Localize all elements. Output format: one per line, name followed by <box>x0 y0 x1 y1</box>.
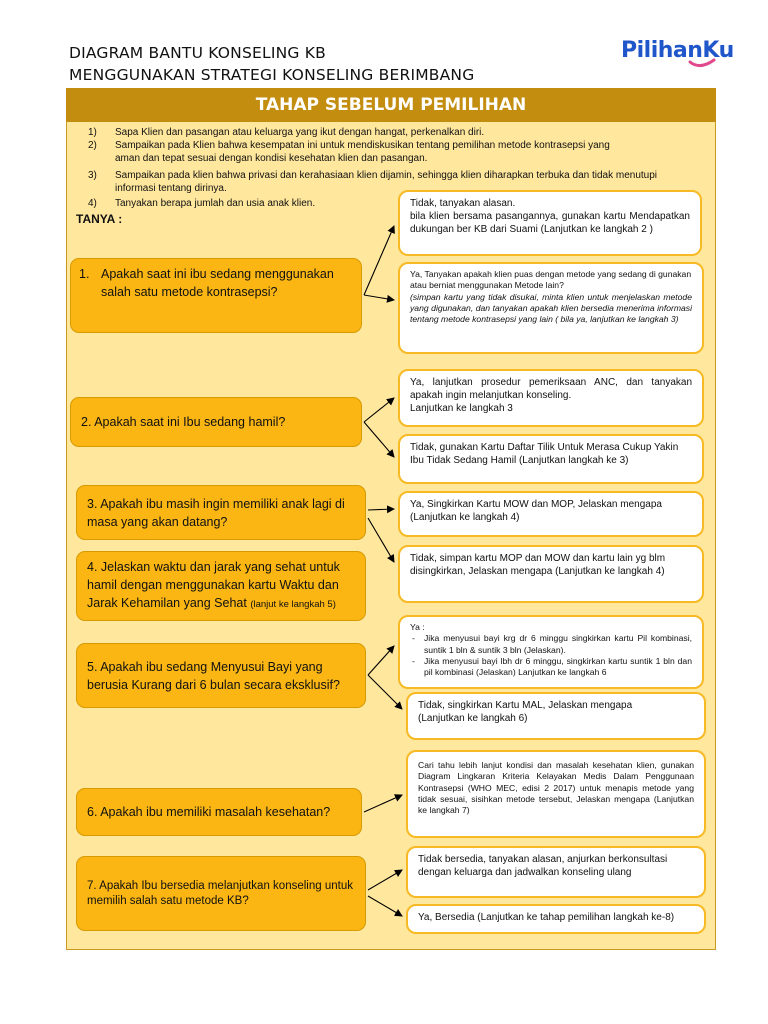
question-2-text: 2. Apakah saat ini Ibu sedang hamil? <box>81 415 286 429</box>
answer-5-yes-item: - Jika menyusui bayi krg dr 6 minggu singkirkan kartu Pil kombinasi, suntik 1 bln & suntik 3 bln (Jelaskan). <box>424 633 692 656</box>
answer-7-no-text: Tidak bersedia, tanyakan alasan, anjurkan berkonsultasi dengan keluarga dan jadwalkan konseling ulang <box>418 854 668 878</box>
answer-6-text: Cari tahu lebih lanjut kondisi dan masalah kesehatan klien, gunakan Diagram Lingkaran Kriteria Kelayakan Medis Dalam Penggunaan Kontrasepsi (WHO MEC, edisi 2 2017) untuk menapis metode yang tidak sesuai, sisihkan metode tersebut, Jelaskan mengapa (Lanjutkan ke langkah 7) <box>418 760 694 816</box>
answer-5-no-line2: (Lanjutkan ke langkah 6) <box>418 713 528 724</box>
intro-step-number: 1) <box>88 127 97 138</box>
answer-2-no-text: Tidak, gunakan Kartu Daftar Tilik Untuk Merasa Cukup Yakin Ibu Tidak Sedang Hamil (Lanjutkan langkah ke 3) <box>410 442 679 466</box>
intro-step-number: 3) <box>88 170 97 181</box>
answer-3-yes-line2: (Lanjutkan ke langkah 4) <box>410 512 520 523</box>
answer-1-no-line2: bila klien bersama pasangannya, gunakan kartu Mendapatkan dukungan ber KB dari Suami (Lanjutkan ke langkah 2 ) <box>410 211 690 235</box>
question-1-number: 1. <box>79 267 90 281</box>
question-3-text: 3. Apakah ibu masih ingin memiliki anak lagi di masa yang akan datang? <box>87 496 345 529</box>
arrow-q7-no <box>368 870 402 890</box>
tanya-label: TANYA : <box>76 212 123 226</box>
question-7-text: 7. Apakah Ibu bersedia melanjutkan konseling untuk memilih salah satu metode KB? <box>87 879 353 907</box>
answer-3-yes-line1: Ya, Singkirkan Kartu MOW dan MOP, Jelaskan mengapa <box>410 499 662 510</box>
arrow-q3-yes <box>368 509 394 510</box>
answer-1-no-line1: Tidak, tanyakan alasan. <box>410 198 516 209</box>
arrow-q1-yes <box>364 295 394 300</box>
question-6-text: 6. Apakah ibu memiliki masalah kesehatan? <box>87 805 331 819</box>
answer-1-yes-line2: (simpan kartu yang tidak disukai, minta klien untuk menjelaskan metode yang digunakan, dan tanyakan apakah klien bersedia menerima informasi tentang metode kontrasepsi yang lain ( bila ya, lanjutkan ke langkah 3) <box>410 291 692 325</box>
intro-step-text: Sampaikan pada klien bahwa privasi dan kerahasiaan klien dijamin, sehingga klien diharapkan terbuka dan tidak menutupi informasi tentang dirinya. <box>115 170 658 194</box>
arrow-q5-yes <box>368 646 394 675</box>
arrow-q2-no <box>364 422 394 457</box>
answer-3-no-text: Tidak, simpan kartu MOP dan MOW dan kartu lain yg blm disingkirkan, Jelaskan mengapa (Lanjutkan ke langkah 4) <box>410 553 666 577</box>
page-title-line2: MENGGUNAKAN STRATEGI KONSELING BERIMBANG <box>69 66 475 84</box>
answer-5-yes-head: Ya : <box>410 622 425 632</box>
arrow-q7-yes <box>368 896 402 916</box>
intro-step-number: 2) <box>88 140 97 151</box>
answer-2-yes-line1: Ya, lanjutkan prosedur pemeriksaan ANC, dan tanyakan apakah ingin melanjutkan konseling. <box>410 377 692 401</box>
intro-step-text: Sampaikan pada Klien bahwa kesempatan ini untuk mendiskusikan tentang pemilihan metode kontrasepsi yang aman dan tepat sesuai dengan kondisi kesehatan klien dan pasangan. <box>115 140 610 164</box>
arrow-q1-no <box>364 226 394 295</box>
answer-5-no-line1: Tidak, singkirkan Kartu MAL, Jelaskan mengapa <box>418 700 633 711</box>
question-5-text: 5. Apakah ibu sedang Menyusui Bayi yang berusia Kurang dari 6 bulan secara eksklusif? <box>87 659 340 692</box>
question-1-text: Apakah saat ini ibu sedang menggunakan salah satu metode kontrasepsi? <box>101 267 334 299</box>
arrow-q3-no <box>368 518 394 562</box>
question-4-text: 4. Jelaskan waktu dan jarak yang sehat untuk hamil dengan menggunakan kartu Waktu dan Jarak Kehamilan yang Sehat <box>87 560 340 610</box>
arrow-q6 <box>364 795 402 812</box>
intro-step-number: 4) <box>88 198 97 209</box>
arrow-q5-no <box>368 675 402 709</box>
arrow-q2-yes <box>364 398 394 422</box>
answer-1-yes-line1: Ya, Tanyakan apakah klien puas dengan metode yang sedang di gunakan atau berniat menggunakan Metode lain? <box>410 269 692 291</box>
answer-7-yes-text: Ya, Bersedia (Lanjutkan ke tahap pemilihan langkah ke-8) <box>418 912 675 923</box>
stage-header: TAHAP SEBELUM PEMILIHAN <box>66 88 716 122</box>
question-4-next-step: (lanjut ke langkah 5) <box>250 599 336 610</box>
answer-2-yes-line2: Lanjutkan ke langkah 3 <box>410 403 513 414</box>
answer-5-yes-item: - Jika menyusui bayi lbh dr 6 minggu, singkirkan kartu suntik 1 bln dan pil kombinasi (Jelaskan) Lanjutkan ke langkah 6 <box>424 656 692 679</box>
intro-step-text: Tanyakan berapa jumlah dan usia anak klien. <box>115 198 316 209</box>
intro-step-text: Sapa Klien dan pasangan atau keluarga yang ikut dengan hangat, perkenalkan diri. <box>115 127 485 138</box>
pilihanku-logo: PilihanKu <box>621 38 734 63</box>
page-title-line1: DIAGRAM BANTU KONSELING KB <box>69 44 326 62</box>
